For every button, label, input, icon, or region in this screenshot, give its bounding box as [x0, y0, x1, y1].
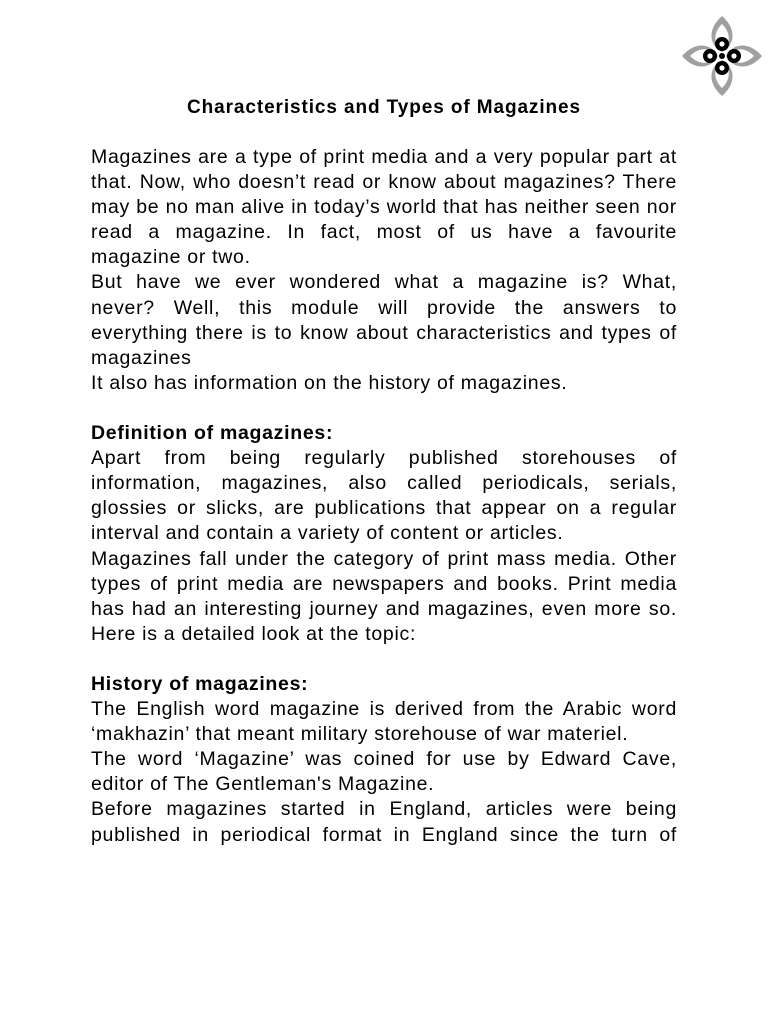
- paragraph-spacer: [91, 647, 677, 672]
- page-title: Characteristics and Types of Magazines: [187, 97, 581, 118]
- definition-paragraph: Magazines fall under the category of print mass media. Other types of print media are newspapers and books. Print media has had an interesting journey and magazines, even more so. Here is a detailed look at the topic:: [91, 547, 677, 645]
- definition-paragraph: Apart from being regularly published storehouses of information, magazines, also called periodicals, serials, glossies or slicks, are publications that appear on a regular interval and contain a variety of content or articles.: [91, 447, 677, 545]
- section-heading-history: History of magazines:: [91, 672, 309, 695]
- section-heading-definition: Definition of magazines:: [91, 422, 334, 445]
- quatrefoil-ornament-icon: [676, 8, 768, 104]
- history-paragraph: Before magazines started in England, articles were being published in periodical format in England since the turn of: [91, 798, 677, 846]
- paragraph-spacer: [91, 396, 677, 421]
- history-paragraph: The word ‘Magazine’ was coined for use by Edward Cave, editor of The Gentleman's Magazine.: [91, 748, 677, 796]
- document-body: [91, 145, 677, 848]
- intro-paragraph: Magazines are a type of print media and a very popular part at that. Now, who doesn’t read or know about magazines? There may be no man alive in today’s world that has neither seen nor read a magazine. In fact, most of us have a favourite magazine or two.: [91, 146, 677, 269]
- intro-paragraph: It also has information on the history of magazines.: [91, 371, 568, 394]
- history-paragraph: The English word magazine is derived from the Arabic word ‘makhazin’ that meant military storehouse of war materiel.: [91, 698, 677, 746]
- intro-paragraph: But have we ever wondered what a magazine is? What, never? Well, this module will provide the answers to everything there is to know about characteristics and types of magazines: [91, 271, 677, 369]
